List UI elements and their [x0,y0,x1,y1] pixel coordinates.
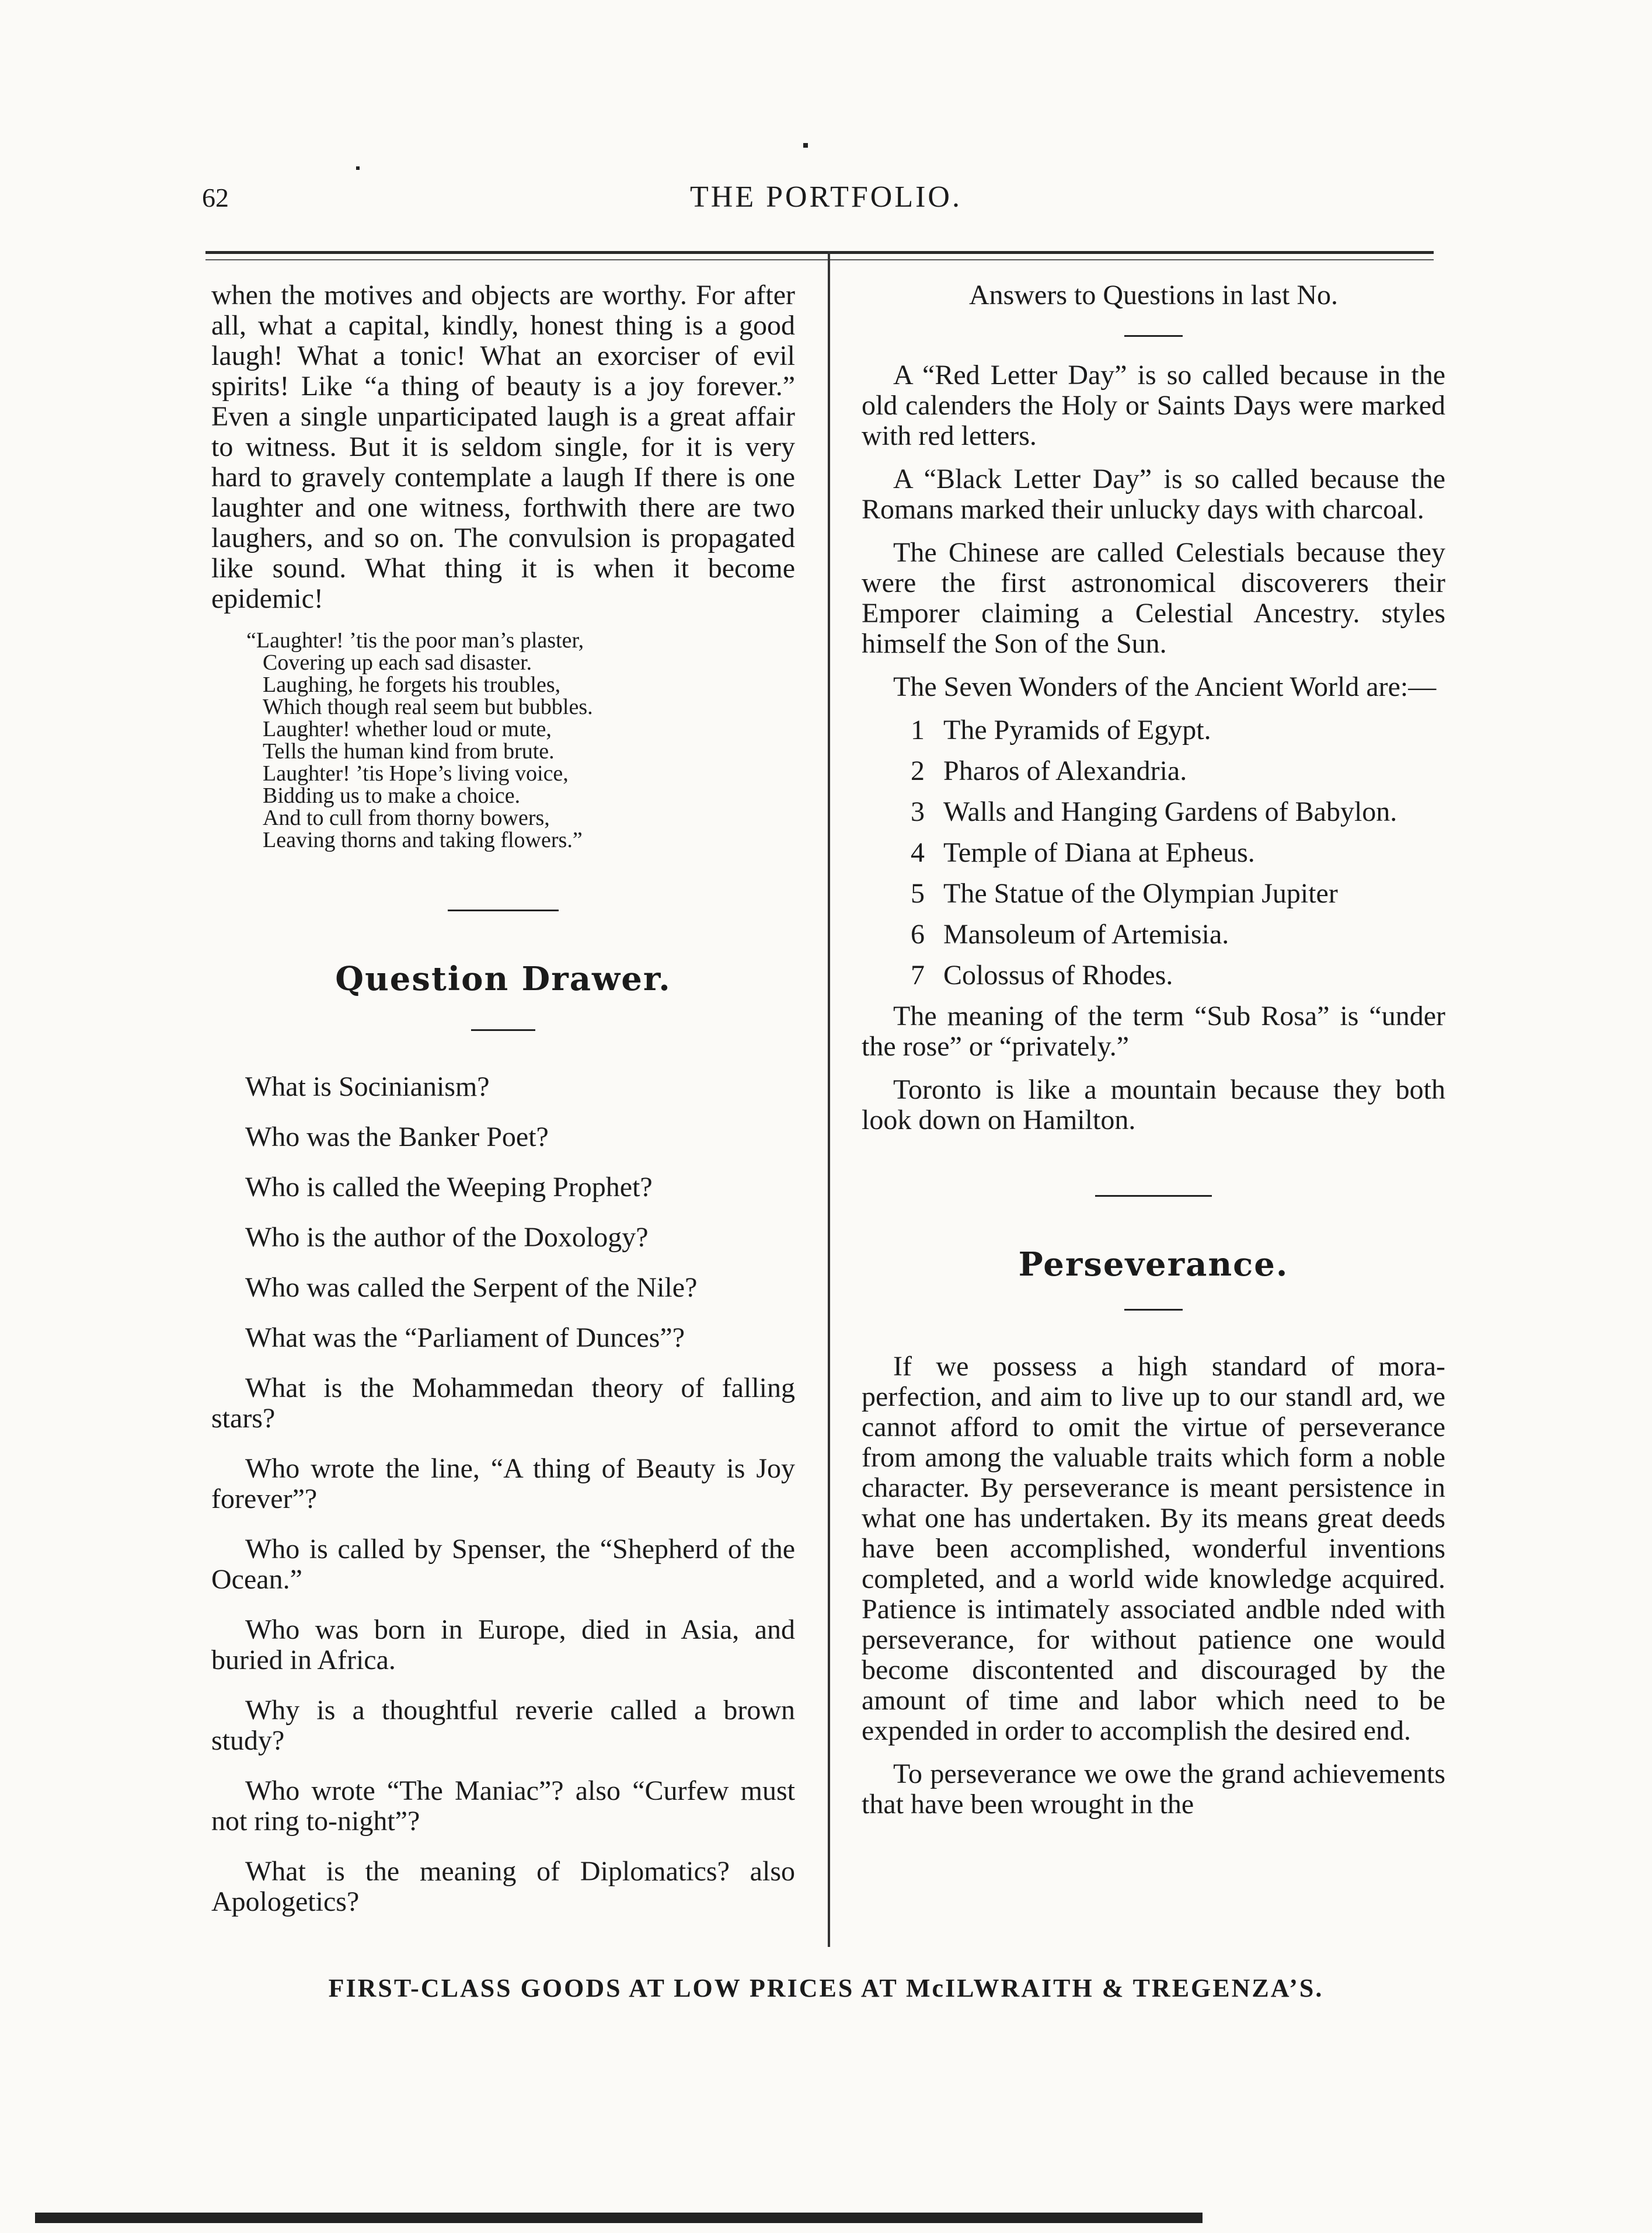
answer-paragraph: The Chinese are called Celestials because they were the first astronomical discoverers their Emporer claiming a Celestial Ancestry. styles himself the Son of the Sun. [862,537,1445,659]
question: Why is a thoughtful reverie called a brown study? [211,1695,795,1756]
running-title: THE PORTFOLIO. [690,180,962,214]
poem-line: Bidding us to make a choice. [263,783,521,808]
item-text: The Statue of the Olympian Jupiter [943,878,1338,909]
list-item [862,879,1445,909]
item-text: Colossus of Rhodes. [943,960,1173,991]
question: Who is called the Weeping Prophet? [245,1172,653,1203]
header-rule-thin [205,259,1434,260]
item-text: Temple of Diana at Epheus. [943,837,1255,868]
answer-paragraph: A “Black Letter Day” is so called because the Romans marked their unlucky days with charcoal. [862,464,1445,525]
wonders-list [862,715,1445,991]
item-text: Walls and Hanging Gardens of Babylon. [943,796,1397,827]
scan-edge [35,2213,1203,2223]
question: Who wrote the line, “A thing of Beauty is Joy forever”? [211,1453,795,1514]
laughter-paragraph: when the motives and objects are worthy. For after all, what a capital, kindly, honest thing is a good laugh! What a tonic! What an exorciser of evil spirits! Like “a thing of beauty is a joy forever.” Even a single unparticipated laugh is a great affair to witness. But it is seldom single, for it is very hard to gravely contemplate a laugh If there is one laughter and one witness, forthwith there are two laughers, and so on. The convulsion is propagated like sound. What thing it is when it become epidemic! [211,280,795,614]
page-number: 62 [202,183,229,212]
poem-line: Laughing, he forgets his troubles, [263,673,561,697]
list-item [862,919,1445,950]
left-column [211,280,795,1937]
right-column [862,280,1445,1833]
footer-advertisement: FIRST-CLASS GOODS AT LOW PRICES AT McILWRAITH & TREGENZA’S. [328,1974,1324,2002]
question: What is the meaning of Diplomatics? also Apologetics? [211,1856,795,1917]
question: What is Socinianism? [245,1071,490,1102]
answer-paragraph: The meaning of the term “Sub Rosa” is “under the rose” or “privately.” [862,1001,1445,1062]
answers-heading: Answers to Questions in last No. [969,280,1338,311]
item-number: 4 [911,837,925,868]
item-number: 1 [911,715,925,746]
poem-line: “Laughter! ’tis the poor man’s plaster, [246,628,584,653]
item-text: Pharos of Alexandria. [943,755,1187,786]
poem-line: Covering up each sad disaster. [263,650,532,675]
answer-paragraph: The Seven Wonders of the Ancient World are:— [893,671,1437,702]
question: What was the “Parliament of Dunces”? [245,1322,685,1353]
laughter-poem [246,629,795,851]
question-drawer-heading: Question Drawer. [335,960,671,998]
perseverance-paragraph: To perseverance we owe the grand achievements that have been wrought in the [862,1758,1445,1820]
perseverance-heading: Perseverance. [1018,1245,1289,1284]
print-speck [356,166,360,170]
poem-line: Which though real seem but bubbles. [263,695,593,719]
item-number: 6 [911,919,925,950]
answer-paragraph: Toronto is like a mountain because they both look down on Hamilton. [862,1074,1445,1135]
item-text: The Pyramids of Egypt. [943,715,1211,746]
item-number: 7 [911,960,925,991]
list-item [862,715,1445,746]
item-number: 3 [911,796,925,827]
question: Who is called by Spenser, the “Shepherd of the Ocean.” [211,1534,795,1595]
question: Who was the Banker Poet? [245,1121,549,1152]
item-number: 5 [911,878,925,909]
list-item [862,756,1445,786]
poem-line: And to cull from thorny bowers, [263,806,550,830]
list-item [862,838,1445,868]
poem-line: Laughter! whether loud or mute, [263,717,552,741]
question: Who wrote “The Maniac”? also “Curfew must not ring to-night”? [211,1775,795,1837]
question: What is the Mohammedan theory of falling stars? [211,1372,795,1434]
poem-line: Laughter! ’tis Hope’s living voice, [263,761,569,786]
item-number: 2 [911,755,925,786]
list-item [862,797,1445,827]
question: Who is the author of the Doxology? [245,1222,649,1253]
print-speck [803,143,808,148]
poem-line: Leaving thorns and taking flowers.” [263,828,583,852]
header-rule [205,251,1434,254]
answer-paragraph: A “Red Letter Day” is so called because in the old calenders the Holy or Saints Days were marked with red letters. [862,360,1445,451]
column-divider [828,251,830,1947]
question: Who was born in Europe, died in Asia, and buried in Africa. [211,1614,795,1675]
question: Who was called the Serpent of the Nile? [245,1272,698,1303]
item-text: Mansoleum of Artemisia. [943,919,1229,950]
poem-line: Tells the human kind from brute. [263,739,555,764]
list-item [862,960,1445,991]
perseverance-paragraph: If we possess a high standard of mora-perfection, and aim to live up to our standl ard, we cannot afford to omit the virtue of perseverance from among the valuable traits which form a noble character. By perseverance is meant persistence in what one has undertaken. By its means great deeds have been accomplished, wonderful inventions completed, and a world wide knowledge acquired. Patience is intimately associated andble nded with perseverance, for without patience one would become discontented and discouraged by the amount of time and labor which need to be expended in order to accomplish the desired end. [862,1351,1445,1746]
